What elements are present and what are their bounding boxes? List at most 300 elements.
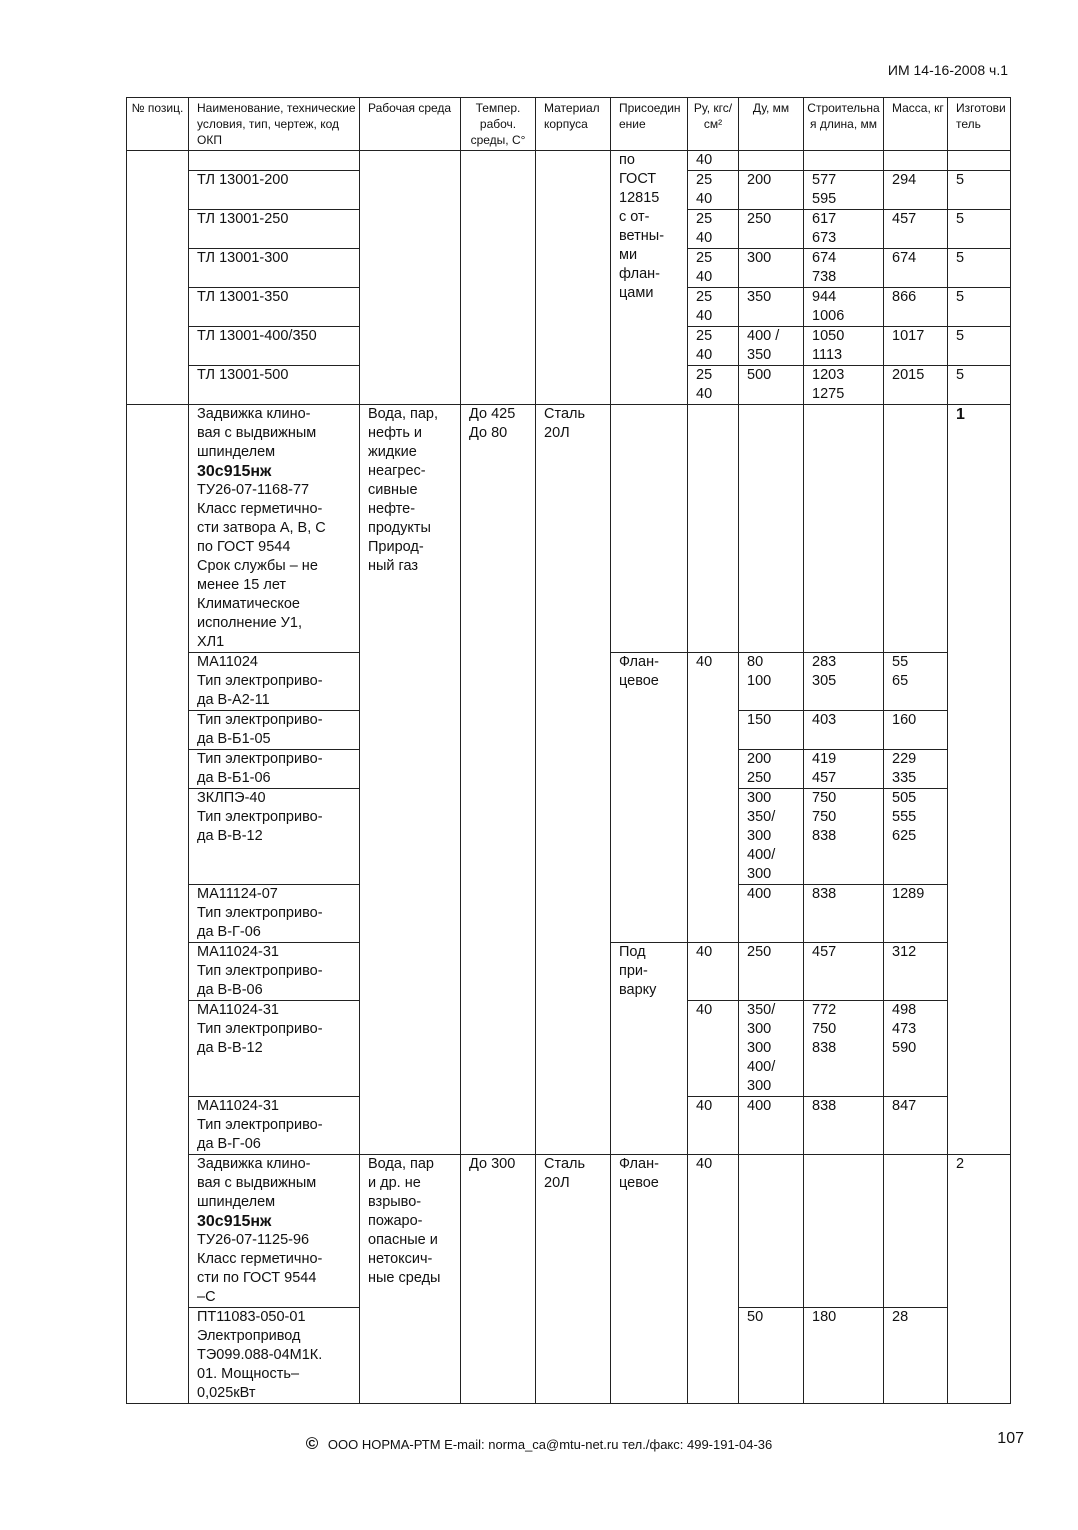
cell-line: 498 xyxy=(892,1002,917,1018)
cell-text: 5 xyxy=(956,289,965,305)
cell-line: вая с выдвижным xyxy=(197,1175,317,1191)
cell-line: нефть и xyxy=(368,425,423,441)
cell-text: 5 xyxy=(956,172,965,188)
table-cell xyxy=(948,327,1011,366)
cell-line: Электропривод xyxy=(197,1328,301,1344)
table-cell xyxy=(884,327,948,366)
col-header-temperature: Темпер. рабоч. среды, С° xyxy=(461,98,536,151)
cell-line: 625 xyxy=(892,828,917,844)
cell-text: 5 xyxy=(956,367,965,383)
table-cell xyxy=(688,1155,739,1404)
cell-line: 20Л xyxy=(544,1175,570,1191)
cell-text: 1 xyxy=(956,406,965,423)
cell-line: Флан- xyxy=(619,1156,659,1172)
table-cell xyxy=(189,210,360,249)
cell-text: ТЛ 13001-350 xyxy=(197,289,289,305)
table-cell xyxy=(804,1308,884,1404)
table-cell xyxy=(127,405,189,1404)
cell-line: 40 xyxy=(696,944,713,960)
table-row xyxy=(127,151,1011,171)
cell-line: ный газ xyxy=(368,558,419,574)
cell-text: 180 xyxy=(812,1309,837,1325)
cell-text: 30с915нж xyxy=(197,1213,272,1230)
table-cell xyxy=(884,885,948,943)
cell-line: сивные xyxy=(368,482,418,498)
cell-line: неагрес- xyxy=(368,463,426,479)
table-cell xyxy=(739,750,804,789)
table-cell xyxy=(884,789,948,885)
table-cell xyxy=(739,288,804,327)
table-cell xyxy=(804,1155,884,1308)
table-cell xyxy=(461,405,536,1155)
cell-line: 400/ xyxy=(747,1059,776,1075)
cell-line: шпинделем xyxy=(197,1194,276,1210)
table-cell xyxy=(804,789,884,885)
cell-line: цевое xyxy=(619,673,659,689)
cell-line: 300 xyxy=(747,250,772,266)
table-cell xyxy=(804,171,884,210)
col-header-connection: Присоединение xyxy=(611,98,688,151)
table-cell xyxy=(804,366,884,405)
cell-text: 2015 xyxy=(892,367,925,383)
cell-line: 40 xyxy=(696,1098,713,1114)
cell-line: 55 xyxy=(892,654,909,670)
cell-text: 457 xyxy=(892,211,917,227)
cell-line: 577 xyxy=(812,172,837,188)
table-cell xyxy=(739,171,804,210)
cell-line: продукты xyxy=(368,520,431,536)
cell-line: Вода, пар, xyxy=(368,406,439,422)
table-cell xyxy=(189,1001,360,1097)
cell-line: 1289 xyxy=(892,886,925,902)
table-cell xyxy=(461,1155,536,1404)
copyright-icon: © xyxy=(305,1434,319,1453)
cell-line: да В-В-12 xyxy=(197,828,263,844)
cell-line: 40 xyxy=(696,386,713,402)
cell-line: 944 xyxy=(812,289,837,305)
cell-text: 5 xyxy=(956,250,965,266)
table-cell xyxy=(688,653,739,943)
table-cell xyxy=(739,1001,804,1097)
cell-line: 150 xyxy=(747,712,772,728)
table-cell xyxy=(189,288,360,327)
cell-line: 250 xyxy=(747,211,772,227)
cell-line: да В-Б1-06 xyxy=(197,770,271,786)
cell-line: 838 xyxy=(812,828,837,844)
table-cell xyxy=(189,151,360,171)
cell-line: 403 xyxy=(812,712,837,728)
table-cell xyxy=(360,151,461,405)
table-cell xyxy=(948,151,1011,171)
cell-line: ми xyxy=(619,247,638,263)
table-cell xyxy=(804,210,884,249)
table-cell xyxy=(611,653,688,943)
table-cell xyxy=(688,943,739,1001)
table-cell xyxy=(189,171,360,210)
cell-line: Вода, пар xyxy=(368,1156,434,1172)
table-cell xyxy=(611,151,688,405)
col-header-name: Наименование, технические условия, тип, чертеж, код ОКП xyxy=(189,98,360,151)
cell-line: 25 xyxy=(696,211,713,227)
cell-line: 500 xyxy=(747,367,772,383)
cell-text: 50 xyxy=(747,1309,764,1325)
cell-line: ЗКЛПЭ-40 xyxy=(197,790,266,806)
table-cell xyxy=(536,405,611,1155)
cell-line: 505 xyxy=(892,790,917,806)
col-header-position: № позиц. xyxy=(127,98,189,151)
cell-line: 838 xyxy=(812,1098,837,1114)
cell-line: –С xyxy=(197,1289,216,1305)
cell-text: 5 xyxy=(956,328,965,344)
table-cell xyxy=(884,711,948,750)
table-cell xyxy=(739,711,804,750)
cell-line: 40 xyxy=(696,347,713,363)
cell-line: 312 xyxy=(892,944,917,960)
cell-line: 555 xyxy=(892,809,917,825)
table-cell xyxy=(948,210,1011,249)
table-cell xyxy=(739,653,804,711)
table-cell xyxy=(739,327,804,366)
table-cell xyxy=(884,653,948,711)
cell-line: при- xyxy=(619,963,648,979)
cell-line: 300 xyxy=(747,1021,772,1037)
cell-line: жидкие xyxy=(368,444,417,460)
cell-line: менее 15 лет xyxy=(197,577,287,593)
cell-line: по ГОСТ 9544 xyxy=(197,539,291,555)
table-cell xyxy=(611,1155,688,1404)
cell-text: 5 xyxy=(956,211,965,227)
cell-line: 1275 xyxy=(812,386,845,402)
table-cell xyxy=(189,327,360,366)
cell-line: Срок службы – не xyxy=(197,558,318,574)
cell-line: 1050 xyxy=(812,328,845,344)
table-cell xyxy=(461,151,536,405)
cell-line: Тип электроприво- xyxy=(197,1117,323,1133)
table-cell xyxy=(884,288,948,327)
cell-line: исполнение У1, xyxy=(197,615,302,631)
cell-line: 300 xyxy=(747,790,772,806)
cell-line: 335 xyxy=(892,770,917,786)
cell-text: ТЛ 13001-300 xyxy=(197,250,289,266)
cell-text: 28 xyxy=(892,1309,909,1325)
table-cell xyxy=(739,405,804,653)
cell-line: 200 xyxy=(747,751,772,767)
table-cell xyxy=(739,943,804,1001)
table-cell xyxy=(189,249,360,288)
cell-line: Класс герметично- xyxy=(197,501,323,517)
cell-line: 419 xyxy=(812,751,837,767)
cell-line: 65 xyxy=(892,673,909,689)
cell-line: да В-Б1-05 xyxy=(197,731,271,747)
table-cell xyxy=(189,750,360,789)
table-cell xyxy=(739,1097,804,1155)
table-cell xyxy=(189,1155,360,1308)
cell-line: по xyxy=(619,152,635,168)
cell-line: 1203 xyxy=(812,367,845,383)
cell-text: До 425 xyxy=(469,406,516,422)
table-cell xyxy=(688,151,739,171)
cell-line: ХЛ1 xyxy=(197,634,225,650)
table-cell xyxy=(688,288,739,327)
cell-text: ТЛ 13001-200 xyxy=(197,172,289,188)
cell-line: МА11124-07 xyxy=(197,886,278,902)
cell-line: 40 xyxy=(696,191,713,207)
cell-line: Климатическое xyxy=(197,596,300,612)
cell-line: 350 xyxy=(747,289,772,305)
cell-line: 1006 xyxy=(812,308,845,324)
table-cell xyxy=(804,711,884,750)
table-cell xyxy=(739,789,804,885)
cell-line: 160 xyxy=(892,712,917,728)
cell-line: 674 xyxy=(812,250,837,266)
table-cell xyxy=(884,171,948,210)
table-cell xyxy=(189,366,360,405)
col-header-medium: Рабочая среда xyxy=(360,98,461,151)
cell-line: 80 xyxy=(747,654,764,670)
footer-contacts: ООО НОРМА-РТМ E-mail: norma_ca@mtu-net.ru тел./факс: 499-191-04-36 xyxy=(327,1437,773,1452)
cell-line: пожаро- xyxy=(368,1213,423,1229)
cell-line: Флан- xyxy=(619,654,659,670)
cell-line: опасные и xyxy=(368,1232,438,1248)
table-cell xyxy=(884,1308,948,1404)
cell-line: шпинделем xyxy=(197,444,276,460)
cell-line: 400/ xyxy=(747,847,776,863)
cell-line: ветны- xyxy=(619,228,665,244)
table-cell xyxy=(688,249,739,288)
cell-line: Сталь xyxy=(544,406,586,422)
table-cell xyxy=(948,171,1011,210)
cell-line: 595 xyxy=(812,191,837,207)
page-number: 107 xyxy=(997,1430,1024,1447)
cell-line: 838 xyxy=(812,1040,837,1056)
table-cell xyxy=(884,210,948,249)
table-cell xyxy=(804,288,884,327)
cell-line: да В-В-12 xyxy=(197,1040,263,1056)
table-cell xyxy=(688,405,739,653)
cell-line: цевое xyxy=(619,1175,659,1191)
cell-line: флан- xyxy=(619,266,660,282)
cell-line: Тип электроприво- xyxy=(197,751,323,767)
table-cell xyxy=(884,1097,948,1155)
cell-line: да В-А2-11 xyxy=(197,692,270,708)
cell-line: вая с выдвижным xyxy=(197,425,317,441)
footer xyxy=(0,1434,1078,1454)
table-cell xyxy=(804,327,884,366)
cell-line: 750 xyxy=(812,809,837,825)
cell-line: сти затвора А, В, С xyxy=(197,520,326,536)
col-header-pressure: Ру, кгс/см² xyxy=(688,98,739,151)
cell-text: 866 xyxy=(892,289,917,305)
cell-line: 250 xyxy=(747,770,772,786)
cell-line: 590 xyxy=(892,1040,917,1056)
cell-line: и др. не xyxy=(368,1175,421,1191)
table-cell xyxy=(360,1155,461,1404)
cell-line: Тип электроприво- xyxy=(197,809,323,825)
table-cell xyxy=(189,1097,360,1155)
table-cell xyxy=(688,366,739,405)
cell-line: ГОСТ xyxy=(619,171,657,187)
cell-line: МА11024-31 xyxy=(197,1002,279,1018)
cell-line: Тип электроприво- xyxy=(197,963,323,979)
cell-line: 300 xyxy=(747,1040,772,1056)
cell-line: сти по ГОСТ 9544 xyxy=(197,1270,317,1286)
cell-line: 300 xyxy=(747,866,772,882)
col-header-mass: Масса, кг xyxy=(884,98,948,151)
table-cell xyxy=(189,885,360,943)
table-cell xyxy=(611,943,688,1155)
cell-line: нефте- xyxy=(368,501,416,517)
cell-line: 750 xyxy=(812,790,837,806)
table-cell xyxy=(739,210,804,249)
table-cell xyxy=(884,366,948,405)
cell-line: Сталь xyxy=(544,1156,586,1172)
cell-line: 738 xyxy=(812,269,837,285)
cell-text: 294 xyxy=(892,172,917,188)
cell-line: 1113 xyxy=(812,347,843,363)
table-cell xyxy=(884,943,948,1001)
cell-line: 400 xyxy=(747,886,772,902)
table-cell xyxy=(884,1001,948,1097)
cell-text: ТЛ 13001-500 xyxy=(197,367,289,383)
table-cell xyxy=(189,1308,360,1404)
table-header-row xyxy=(127,98,1011,151)
cell-line: 750 xyxy=(812,1021,837,1037)
cell-line: 20Л xyxy=(544,425,570,441)
cell-text: 1017 xyxy=(892,328,925,344)
col-header-length: Строительная длина, мм xyxy=(804,98,884,151)
cell-line: ТУ26-07-1168-77 xyxy=(197,482,310,498)
col-header-dn: Ду, мм xyxy=(739,98,804,151)
table-cell xyxy=(884,151,948,171)
table-cell xyxy=(948,405,1011,1155)
cell-line: ные среды xyxy=(368,1270,441,1286)
cell-line: 400 / xyxy=(747,328,780,344)
cell-line: 25 xyxy=(696,367,713,383)
cell-line: 250 xyxy=(747,944,772,960)
table-cell xyxy=(804,249,884,288)
cell-line: да В-Г-06 xyxy=(197,924,261,940)
table-cell xyxy=(189,789,360,885)
table-cell xyxy=(804,151,884,171)
cell-line: 350/ xyxy=(747,809,776,825)
cell-line: Задвижка клино- xyxy=(197,1156,311,1172)
table-cell xyxy=(688,210,739,249)
table-cell xyxy=(948,1155,1011,1404)
table-cell xyxy=(804,1001,884,1097)
table-cell xyxy=(884,1155,948,1308)
cell-line: Тип электроприво- xyxy=(197,1021,323,1037)
cell-text: 30с915нж xyxy=(197,463,272,480)
table-cell xyxy=(739,1308,804,1404)
table-cell xyxy=(948,288,1011,327)
table-cell xyxy=(739,366,804,405)
table-cell xyxy=(884,405,948,653)
table-cell xyxy=(804,750,884,789)
table-cell xyxy=(536,1155,611,1404)
table-cell xyxy=(804,653,884,711)
cell-line: Под xyxy=(619,944,646,960)
table-cell xyxy=(688,327,739,366)
table-row xyxy=(127,405,1011,653)
col-header-material: Материал корпуса xyxy=(536,98,611,151)
cell-line: 200 xyxy=(747,172,772,188)
cell-line: нетоксич- xyxy=(368,1251,433,1267)
table-cell xyxy=(360,405,461,1155)
cell-line: 300 xyxy=(747,1078,772,1094)
table-cell xyxy=(948,249,1011,288)
cell-line: 25 xyxy=(696,250,713,266)
table-cell xyxy=(189,405,360,653)
table-cell xyxy=(739,249,804,288)
cell-line: 40 xyxy=(696,654,713,670)
table-cell xyxy=(189,711,360,750)
cell-line: 100 xyxy=(747,673,772,689)
cell-line: варку xyxy=(619,982,657,998)
cell-line: цами xyxy=(619,285,654,301)
cell-line: 01. Мощность– xyxy=(197,1366,300,1382)
cell-line: 617 xyxy=(812,211,837,227)
cell-line: Тип электроприво- xyxy=(197,712,323,728)
valve-spec-table xyxy=(126,97,1011,1404)
table-cell xyxy=(739,885,804,943)
cell-line: Тип электроприво- xyxy=(197,905,323,921)
table-cell xyxy=(611,405,688,653)
cell-line: МА11024-31 xyxy=(197,944,279,960)
cell-line: МА11024-31 xyxy=(197,1098,279,1114)
cell-text: 40 xyxy=(696,1156,713,1172)
cell-line: 473 xyxy=(892,1021,917,1037)
cell-line: 40 xyxy=(696,152,713,168)
cell-line: да В-В-06 xyxy=(197,982,263,998)
cell-text: До 300 xyxy=(469,1156,516,1172)
cell-line: Класс герметично- xyxy=(197,1251,323,1267)
table-row xyxy=(127,1155,1011,1308)
cell-line: 25 xyxy=(696,328,713,344)
cell-line: Природ- xyxy=(368,539,424,555)
document-code: ИМ 14-16-2008 ч.1 xyxy=(887,62,1008,78)
cell-line: 673 xyxy=(812,230,837,246)
cell-line: 12815 xyxy=(619,190,660,206)
cell-line: ТУ26-07-1125-96 xyxy=(197,1232,310,1248)
cell-line: 40 xyxy=(696,1002,713,1018)
cell-line: 350 xyxy=(747,347,772,363)
cell-line: 40 xyxy=(696,269,713,285)
cell-line: Тип электроприво- xyxy=(197,673,323,689)
cell-text: ТЛ 13001-250 xyxy=(197,211,289,227)
table-cell xyxy=(739,1155,804,1308)
cell-line: ПТ11083-050-01 xyxy=(197,1309,306,1325)
cell-text: ТЛ 13001-400/350 xyxy=(197,328,317,344)
table-cell xyxy=(884,750,948,789)
cell-text: 674 xyxy=(892,250,917,266)
cell-line: 400 xyxy=(747,1098,772,1114)
cell-line: 300 xyxy=(747,828,772,844)
table-cell xyxy=(688,1001,739,1097)
cell-line: 283 xyxy=(812,654,837,670)
table-cell xyxy=(804,885,884,943)
table-cell xyxy=(688,1097,739,1155)
table-cell xyxy=(189,943,360,1001)
cell-line: 350/ xyxy=(747,1002,776,1018)
cell-line: 229 xyxy=(892,751,917,767)
cell-line: 847 xyxy=(892,1098,917,1114)
cell-line: ТЭ099.088-04М1К. xyxy=(197,1347,323,1363)
cell-line: взрыво- xyxy=(368,1194,422,1210)
table-cell xyxy=(688,171,739,210)
cell-line: 457 xyxy=(812,944,837,960)
cell-line: 305 xyxy=(812,673,837,689)
cell-line: 25 xyxy=(696,289,713,305)
